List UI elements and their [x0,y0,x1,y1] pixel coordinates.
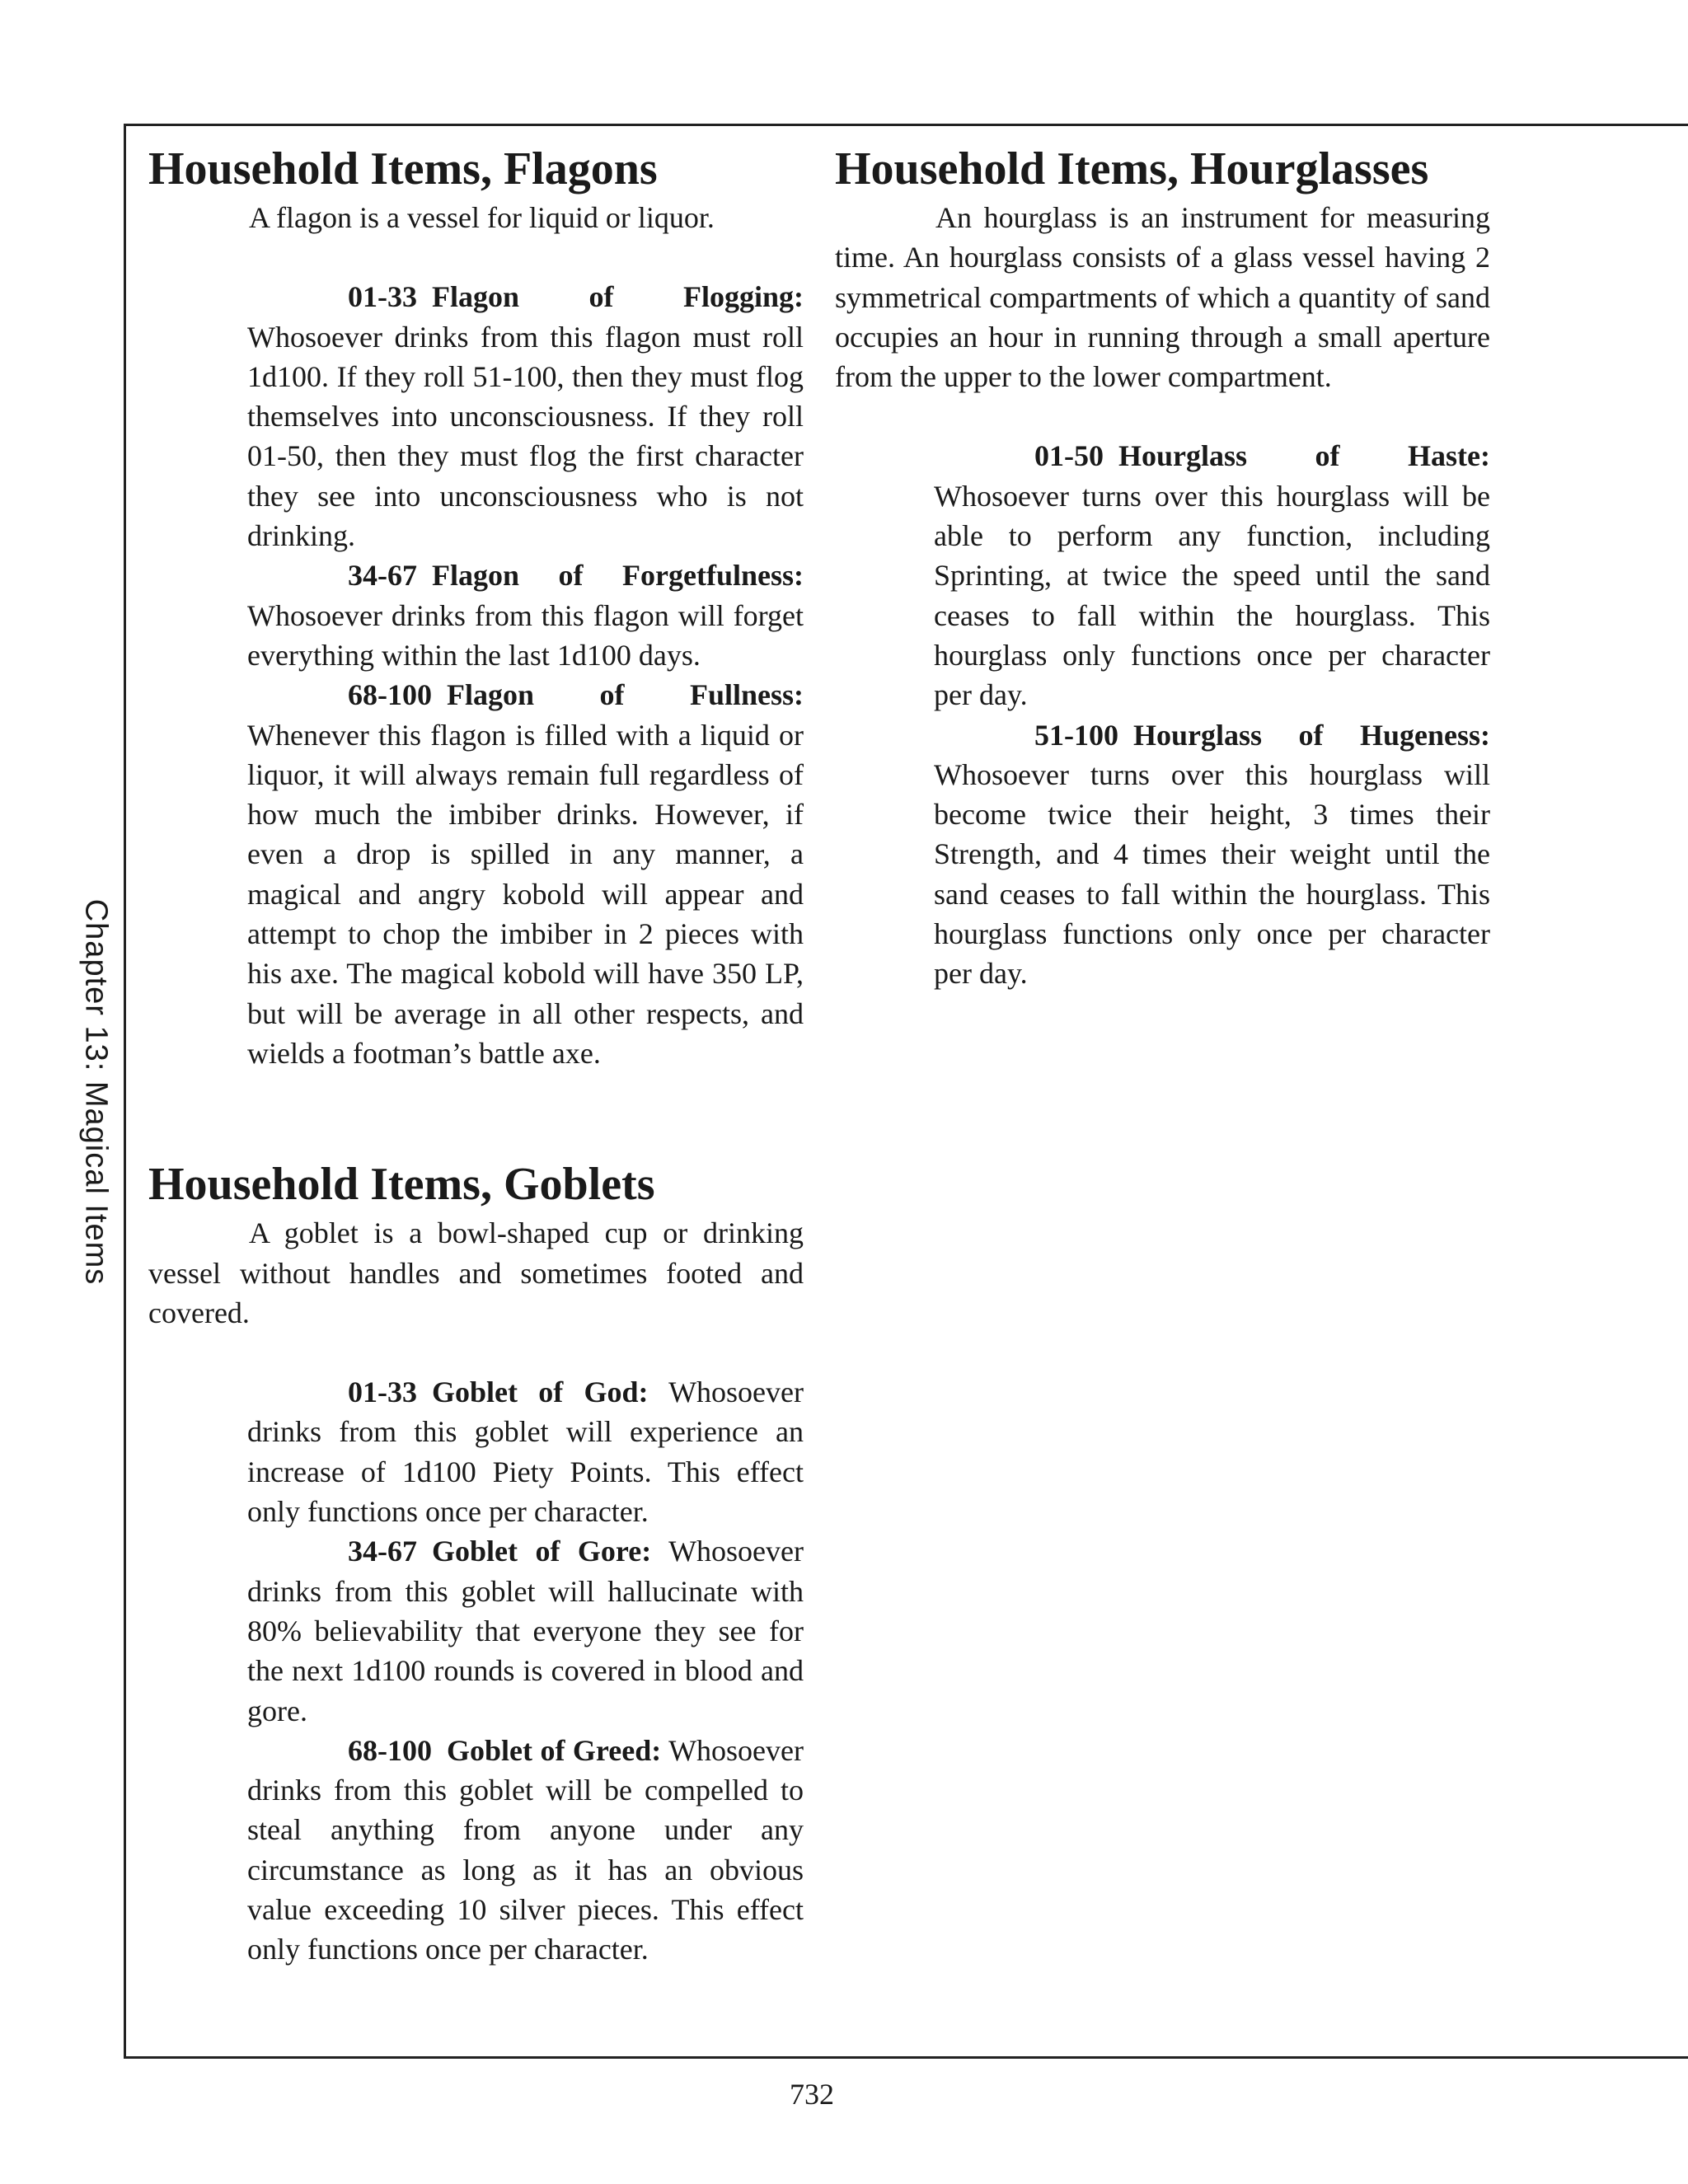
flagons-section [148,140,804,1073]
flagons-entries [247,277,804,1073]
entry-text: Whosoever turns over this hourglass will be able to perform any function, including Sprinting, at twice the speed until the sand ceases to fall within the hourglass. This hourglass only functions once per character per day. [934,479,1490,712]
entry-name: Hourglass of Haste: [1118,439,1490,473]
chapter-label: Chapter 13: Magical Items [78,898,114,1286]
goblets-title: Household Items, Goblets [148,1159,655,1211]
flagons-title: Household Items, Flagons [148,143,658,194]
entry-name: Flagon of Fullness: [447,678,804,712]
entry-name: Goblet of Gore: [432,1535,652,1568]
right-column [835,140,1490,994]
entry-name: Goblet of God: [432,1376,649,1409]
entry-name: Flagon of Forgetfulness: [432,559,804,593]
page-frame-top-rule [124,124,1688,126]
entry-text: Whosoever drinks from this goblet will be compelled to steal anything from anyone under any circumstance as long as it has an obvious value exceeding 10 silver pieces. This effect only functions once per character. [247,1733,804,1966]
flagons-intro: A flagon is a vessel for liquid or liquor. [249,201,715,234]
flagon-entry [247,675,804,1073]
entry-text: Whosoever drinks from this flagon must roll 1d100. If they roll 51-100, then they must flog themselves into unconsciousness. If they roll 01-50, then they must flog the first character they see into unconsciousness who is not drinking. [247,320,804,553]
section-spacer [148,1073,804,1155]
page-number: 732 [790,2078,834,2111]
entry-name: Hourglass of Hugeness: [1133,718,1490,752]
entry-name: Flagon of Flogging: [432,280,804,314]
hourglasses-intro: An hourglass is an instrument for measuring time. An hourglass consists of a glass vessel having 2 symmetrical compartments of which a quantity of sand occupies an hour in running through a small aperture from the upper to the lower compartment. [835,201,1490,394]
hourglasses-entries [934,436,1490,993]
entry-roll: 51-100 [1034,718,1118,752]
goblets-section [148,1155,804,1969]
goblets-intro: A goblet is a bowl-shaped cup or drinking vessel without handles and sometimes footed and covered. [148,1216,804,1329]
entry-roll: 34-67 [348,1535,417,1568]
entry-text: Whosoever drinks from this flagon will forget everything within the last 1d100 days. [247,598,804,672]
entry-roll: 01-33 [348,1376,417,1409]
goblet-entry [247,1531,804,1730]
flagon-entry [247,555,804,675]
entry-text: Whosoever drinks from this goblet will hallucinate with 80% believability that everyone they see for the next 1d100 rounds is covered in blood and gore. [247,1535,804,1727]
hourglasses-section [835,140,1490,994]
hourglass-entry [934,715,1490,994]
page-frame-bottom-rule [124,2056,1688,2059]
entry-roll: 34-67 [348,559,417,593]
page-frame-left-rule [124,124,126,2058]
hourglasses-title: Household Items, Hourglasses [835,143,1429,194]
hourglass-entry [934,436,1490,715]
flagon-entry [247,277,804,555]
entry-text: Whosoever drinks from this goblet will experience an increase of 1d100 Piety Points. This effect only functions once per character. [247,1376,804,1529]
entry-roll: 68-100 [348,678,432,712]
entry-roll: 01-50 [1034,439,1104,473]
entry-text: Whenever this flagon is filled with a liquid or liquor, it will always remain full regardless of how much the imbiber drinks. However, if even a drop is spilled in any manner, a magical and angry kobold will appear and attempt to chop the imbiber in 2 pieces with his axe. The magical kobold will have 350 LP, but will be average in all other respects, and wields a footman’s battle axe. [247,718,804,1070]
entry-roll: 68-100 [348,1733,432,1767]
entry-text: Whosoever turns over this hourglass will become twice their height, 3 times their Strength, and 4 times their weight until the sand ceases to fall within the hourglass. This hourglass functions only once per character per day. [934,757,1490,991]
entry-name: Goblet of Greed: [447,1733,662,1767]
goblet-entry [247,1731,804,1970]
goblets-entries [247,1372,804,1969]
goblet-entry [247,1372,804,1531]
entry-roll: 01-33 [348,280,417,314]
left-column [148,140,804,1970]
